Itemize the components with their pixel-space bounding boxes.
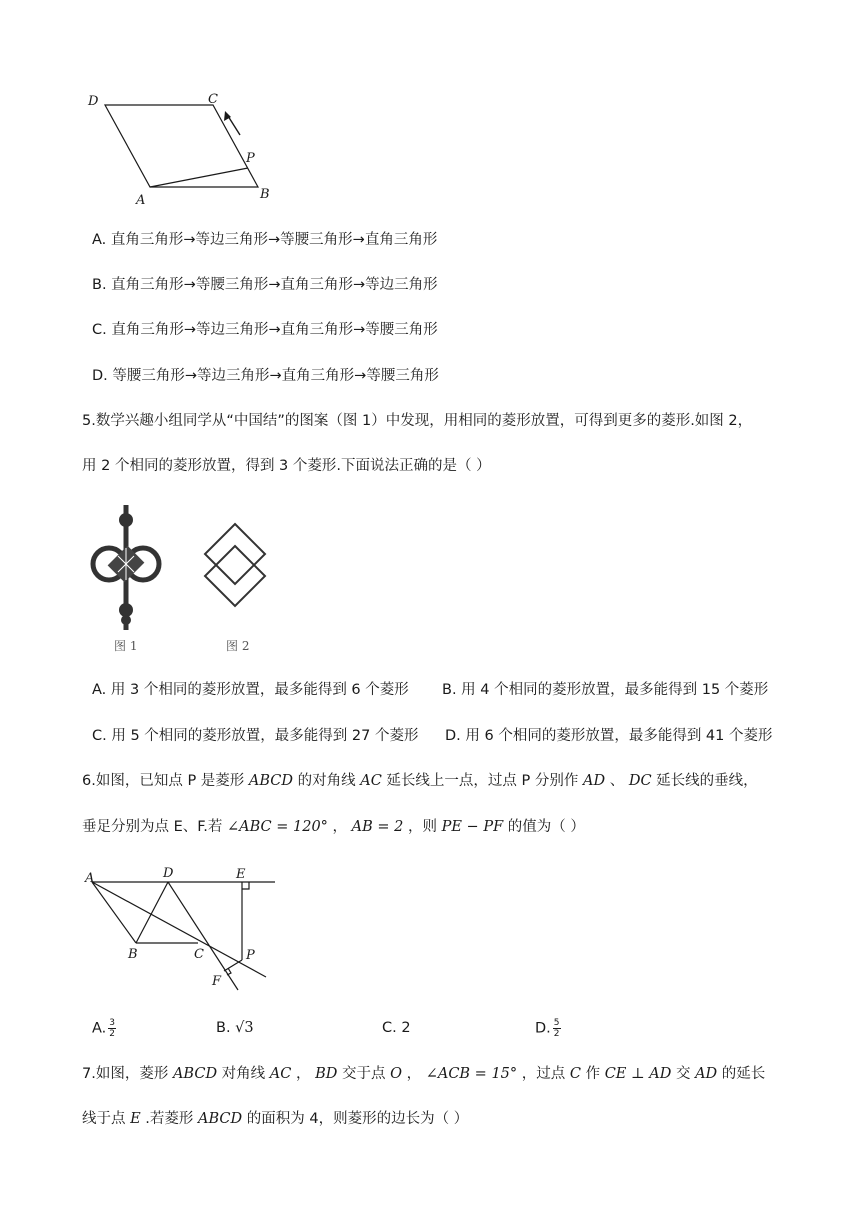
q4-option-b[interactable]: B. 直角三角形→等腰三角形→直角三角形→等边三角形 <box>92 277 438 293</box>
q6-text: ，则 <box>403 819 442 835</box>
q7-stem-line2 <box>82 1109 468 1129</box>
q6-option-c[interactable]: C. 2 <box>382 1020 411 1036</box>
label-a: A <box>85 871 95 886</box>
q6-text: 的对角线 <box>293 773 361 789</box>
q6-text: 延长线的垂线， <box>651 773 758 789</box>
q6-text: 延长线上一点，过点 P 分别作 <box>381 773 584 789</box>
label-c: C <box>194 947 204 962</box>
q5-option-a[interactable]: A. 用 3 个相同的菱形放置，最多能得到 6 个菱形 <box>92 682 409 698</box>
q5-option-b[interactable]: B. 用 4 个相同的菱形放置，最多能得到 15 个菱形 <box>442 682 769 698</box>
label-f: F <box>212 974 222 989</box>
parallelogram-abcd <box>105 105 258 187</box>
q5-stem-line1: 5.数学兴趣小组同学从“中国结”的图案（图 1）中发现，用相同的菱形放置，可得到更多的菱形.如图 2， <box>82 413 753 429</box>
direction-arrow-icon <box>228 116 240 135</box>
q5-option-d[interactable]: D. 用 6 个相同的菱形放置，最多能得到 41 个菱形 <box>445 728 773 744</box>
q7-math: ∠ACB = 15° <box>425 1066 518 1082</box>
q7-text: 作 <box>580 1066 605 1082</box>
q6-text: ， <box>327 819 352 835</box>
fraction <box>108 1018 116 1039</box>
q6-math-ad: AD <box>583 773 606 789</box>
numerator: 3 <box>109 1018 116 1028</box>
q6-option-d[interactable] <box>535 1018 561 1039</box>
label-a: A <box>136 193 146 208</box>
segment-ap <box>150 168 248 187</box>
q7-math: O <box>390 1066 402 1082</box>
figure-chinese-knot <box>84 500 284 660</box>
q7-math: ABCD <box>198 1111 243 1127</box>
q7-text: 7.如图，菱形 <box>82 1066 173 1082</box>
numerator: 5 <box>553 1018 560 1028</box>
q7-text: 交 <box>671 1066 696 1082</box>
q6-math-dc: DC <box>628 773 652 789</box>
q6-math-abcd: ABCD <box>248 773 294 789</box>
label-e: E <box>236 867 246 882</box>
q7-math: E <box>130 1111 141 1127</box>
q6-option-a[interactable] <box>92 1018 116 1039</box>
q7-text: 对角线 <box>217 1066 270 1082</box>
fraction <box>553 1018 561 1039</box>
q6-option-a-prefix: A. <box>92 1020 107 1037</box>
chinese-knot-icon <box>93 505 159 630</box>
q4-option-a[interactable]: A. 直角三角形→等边三角形→等腰三角形→直角三角形 <box>92 232 438 248</box>
q7-math: ABCD <box>172 1066 218 1082</box>
q5-stem-line2: 用 2 个相同的菱形放置，得到 3 个菱形.下面说法正确的是（ ） <box>82 458 491 474</box>
figure-parallelogram <box>80 88 290 210</box>
q6-math-pe-pf: PE − PF <box>441 819 504 835</box>
q4-option-c[interactable]: C. 直角三角形→等边三角形→直角三角形→等腰三角形 <box>92 322 438 338</box>
q7-text: 的面积为 4，则菱形的边长为（ ） <box>242 1111 469 1127</box>
label-p: P <box>246 948 255 963</box>
label-d: D <box>163 866 174 881</box>
q6-text: 垂足分别为点 E、F.若 <box>82 819 227 835</box>
label-c: C <box>208 92 218 107</box>
label-p: P <box>246 151 255 166</box>
q7-text: 交于点 <box>337 1066 391 1082</box>
q7-math: AC <box>269 1066 292 1082</box>
denominator: 2 <box>553 1029 560 1039</box>
q7-text: .若菱形 <box>140 1111 199 1127</box>
q7-math: BD <box>315 1066 338 1082</box>
q7-math: CE ⊥ AD <box>604 1066 672 1082</box>
q6-math-ab: AB = 2 <box>351 819 404 835</box>
q6-math-angle: ∠ABC = 120° <box>227 819 328 835</box>
q6-text: 6.如图，已知点 P 是菱形 <box>82 773 249 789</box>
q6-option-b[interactable] <box>216 1018 254 1038</box>
q6-text: 的值为（ ） <box>503 819 585 835</box>
q4-option-d[interactable]: D. 等腰三角形→等边三角形→直角三角形→等腰三角形 <box>92 368 439 384</box>
q6-stem-line2 <box>82 817 585 837</box>
q5-option-c[interactable]: C. 用 5 个相同的菱形放置，最多能得到 27 个菱形 <box>92 728 419 744</box>
q7-text: ，过点 <box>517 1066 570 1082</box>
q7-math: AD <box>695 1066 718 1082</box>
q6-stem-line1 <box>82 771 758 791</box>
figure-rhombus-perpendiculars <box>80 860 280 995</box>
fig2-caption: 图 2 <box>226 639 250 653</box>
q6-option-d-prefix: D. <box>535 1020 551 1037</box>
q6-option-b-prefix: B. <box>216 1020 236 1036</box>
q7-stem-line1 <box>82 1064 765 1084</box>
q7-math: C <box>569 1066 581 1082</box>
q7-text: 线于点 <box>82 1111 131 1127</box>
denominator: 2 <box>109 1029 116 1039</box>
q6-text: 、 <box>605 773 629 789</box>
q7-text: ， <box>291 1066 316 1082</box>
label-b: B <box>128 947 138 962</box>
q7-text: 的延长 <box>717 1066 766 1082</box>
label-d: D <box>88 94 99 109</box>
q7-text: ， <box>401 1066 426 1082</box>
label-b: B <box>260 187 270 202</box>
q6-math-ac: AC <box>360 773 382 789</box>
two-rhombus-figure <box>205 524 265 606</box>
q6-option-b-value: √3 <box>235 1020 254 1036</box>
fig1-caption: 图 1 <box>114 639 138 653</box>
